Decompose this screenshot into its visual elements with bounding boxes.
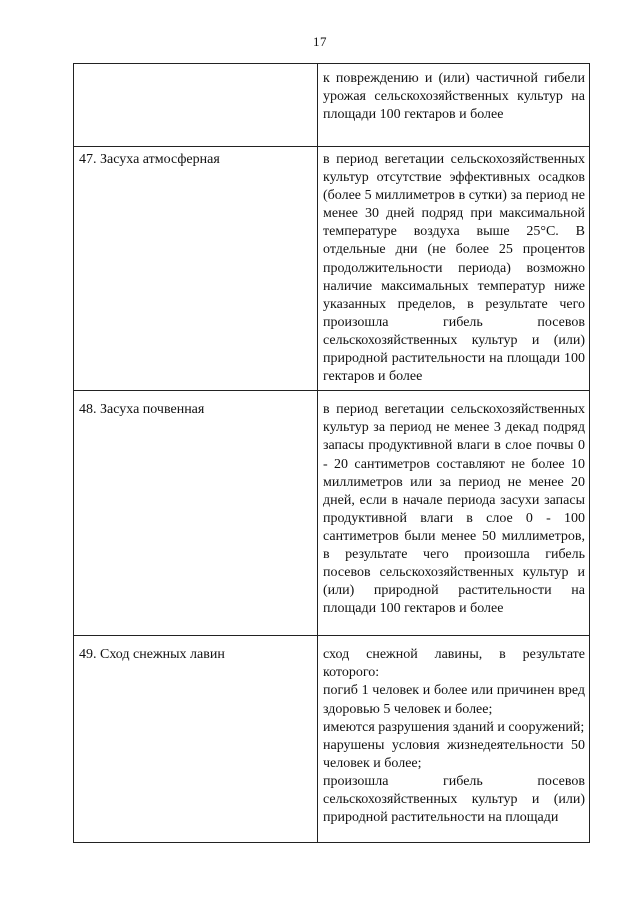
criteria-paragraph: погиб 1 человек и более или причинен вред здоровью 5 человек и более; bbox=[323, 683, 585, 717]
event-name: 48. Засуха почвенная bbox=[79, 402, 205, 418]
event-name-cell bbox=[74, 636, 318, 843]
criteria-paragraph: в период вегетации сельскохозяйственных культур за период не менее 3 декад подряд запасы продуктивной влаги в слое почвы 0 - 20 сантиметров составляют не более 10 миллиметров или за период не менее 20 дней, если в начале периода засухи запасы продуктивной влаги в слое 0 - 100 сантиметров были менее 50 миллиметров, в результате чего произошла гибель посевов сельскохозяйственных культур и (или) природной растительности на площади 100 гектаров и более bbox=[323, 402, 585, 617]
event-name-cell bbox=[74, 64, 318, 147]
criteria-paragraph: в период вегетации сельскохозяйственных культур отсутствие эффективных осадков (более 5 миллиметров в сутки) за период не менее 30 дней подряд при максимальной температуре воздуха выше 25°С. В отдельные дни (не более 25 процентов продолжительности периода) возможно наличие максимальных температур ниже указанных пределов, в результате чего произошла гибель посевов сельскохозяйственных культур и (или) природной растительности на площади 100 гектаров и более bbox=[323, 152, 585, 385]
event-name: 49. Сход снежных лавин bbox=[79, 647, 225, 663]
table-row bbox=[74, 636, 590, 843]
emergency-criteria-table bbox=[73, 63, 590, 843]
criteria-cell bbox=[318, 391, 590, 636]
table-row bbox=[74, 64, 590, 147]
criteria-paragraph: произошла гибель посевов сельскохозяйственных культур и (или) природной растительности на площади bbox=[323, 773, 585, 826]
event-name-cell bbox=[74, 147, 318, 391]
event-name-cell bbox=[74, 391, 318, 636]
criteria-cell bbox=[318, 636, 590, 843]
page-number: 17 bbox=[313, 34, 327, 49]
criteria-paragraph: нарушены условия жизнедеятельности 50 человек и более; bbox=[323, 737, 585, 771]
table-row bbox=[74, 391, 590, 636]
criteria-cell bbox=[318, 147, 590, 391]
event-name: 47. Засуха атмосферная bbox=[79, 152, 220, 167]
criteria-paragraph: к повреждению и (или) частичной гибели урожая сельскохозяйственных культур на площади 100 гектаров и более bbox=[323, 71, 585, 123]
criteria-paragraph: сход снежной лавины, в результате которого: bbox=[323, 647, 585, 681]
criteria-paragraph: имеются разрушения зданий и сооружений; bbox=[323, 719, 585, 735]
table-row bbox=[74, 147, 590, 391]
criteria-cell bbox=[318, 64, 590, 147]
